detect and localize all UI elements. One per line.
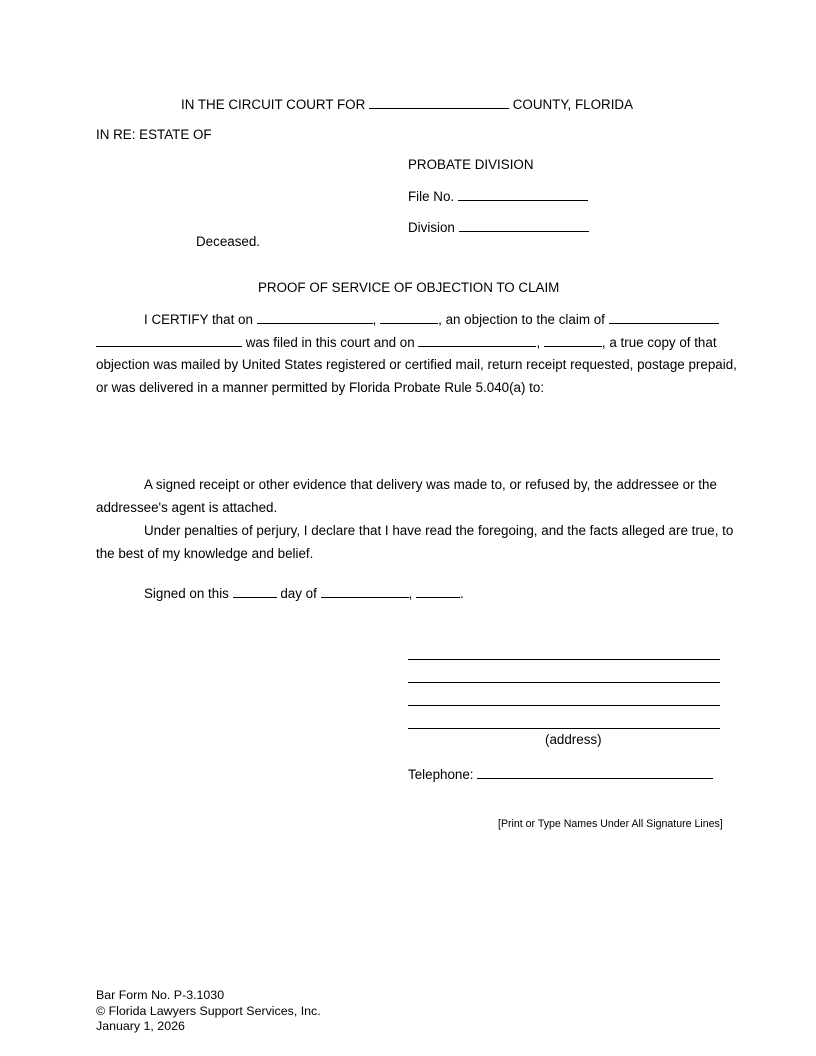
receipt-line-1: A signed receipt or other evidence that delivery was made to, or refused by, the addressee or the <box>144 477 717 492</box>
perjury-line-2: the best of my knowledge and belief. <box>96 546 314 561</box>
footer <box>96 988 321 1035</box>
service-date-blank[interactable] <box>257 311 373 324</box>
telephone-row: Telephone: <box>408 766 713 782</box>
address-line-2[interactable] <box>408 728 720 729</box>
certify-line-3: objection was mailed by United States registered or certified mail, return receipt requested, postage prepaid, <box>96 357 737 372</box>
copy-date-blank[interactable] <box>418 334 536 347</box>
signed-month-blank[interactable] <box>321 585 409 598</box>
certify-line-1: I CERTIFY that on , , an objection to the claim of <box>144 311 719 327</box>
signature-note: [Print or Type Names Under All Signature Lines] <box>498 818 723 830</box>
perjury-line-1: Under penalties of perjury, I declare that I have read the foregoing, and the facts alleged are true, to <box>144 523 734 538</box>
division-blank[interactable] <box>459 219 589 232</box>
certify-line-2: was filed in this court and on , , a true copy of that <box>96 334 717 350</box>
county-blank[interactable] <box>369 96 509 109</box>
in-re-estate: IN RE: ESTATE OF <box>96 127 212 142</box>
claimant-blank[interactable] <box>609 311 719 324</box>
division-row: Division <box>408 219 589 235</box>
deceased-label: Deceased. <box>196 234 261 249</box>
probate-division: PROBATE DIVISION <box>408 157 534 172</box>
service-year-blank[interactable] <box>380 311 438 324</box>
name-line[interactable] <box>408 682 720 683</box>
certify-line-4: or was delivered in a manner permitted by Florida Probate Rule 5.040(a) to: <box>96 380 545 395</box>
signed-on-row: Signed on this day of , . <box>144 586 464 601</box>
form-date: January 1, 2026 <box>96 1019 185 1034</box>
address-line-1[interactable] <box>408 705 720 706</box>
file-no-blank[interactable] <box>458 188 588 201</box>
signed-year-blank[interactable] <box>416 585 460 598</box>
address-label: (address) <box>545 732 602 747</box>
signed-day-blank[interactable] <box>233 585 277 598</box>
receipt-line-2: addressee's agent is attached. <box>96 500 278 515</box>
document-title: PROOF OF SERVICE OF OBJECTION TO CLAIM <box>258 280 560 295</box>
bar-form-number: Bar Form No. P-3.1030 <box>96 988 225 1002</box>
telephone-blank[interactable] <box>477 766 713 779</box>
signature-line[interactable] <box>408 659 720 660</box>
copy-year-blank[interactable] <box>544 334 602 347</box>
court-heading: IN THE CIRCUIT COURT FOR COUNTY, FLORIDA <box>181 97 634 112</box>
copyright: © Florida Lawyers Support Services, Inc. <box>96 1003 321 1018</box>
file-no-row: File No. <box>408 188 588 204</box>
claimant-blank-2[interactable] <box>96 334 242 347</box>
